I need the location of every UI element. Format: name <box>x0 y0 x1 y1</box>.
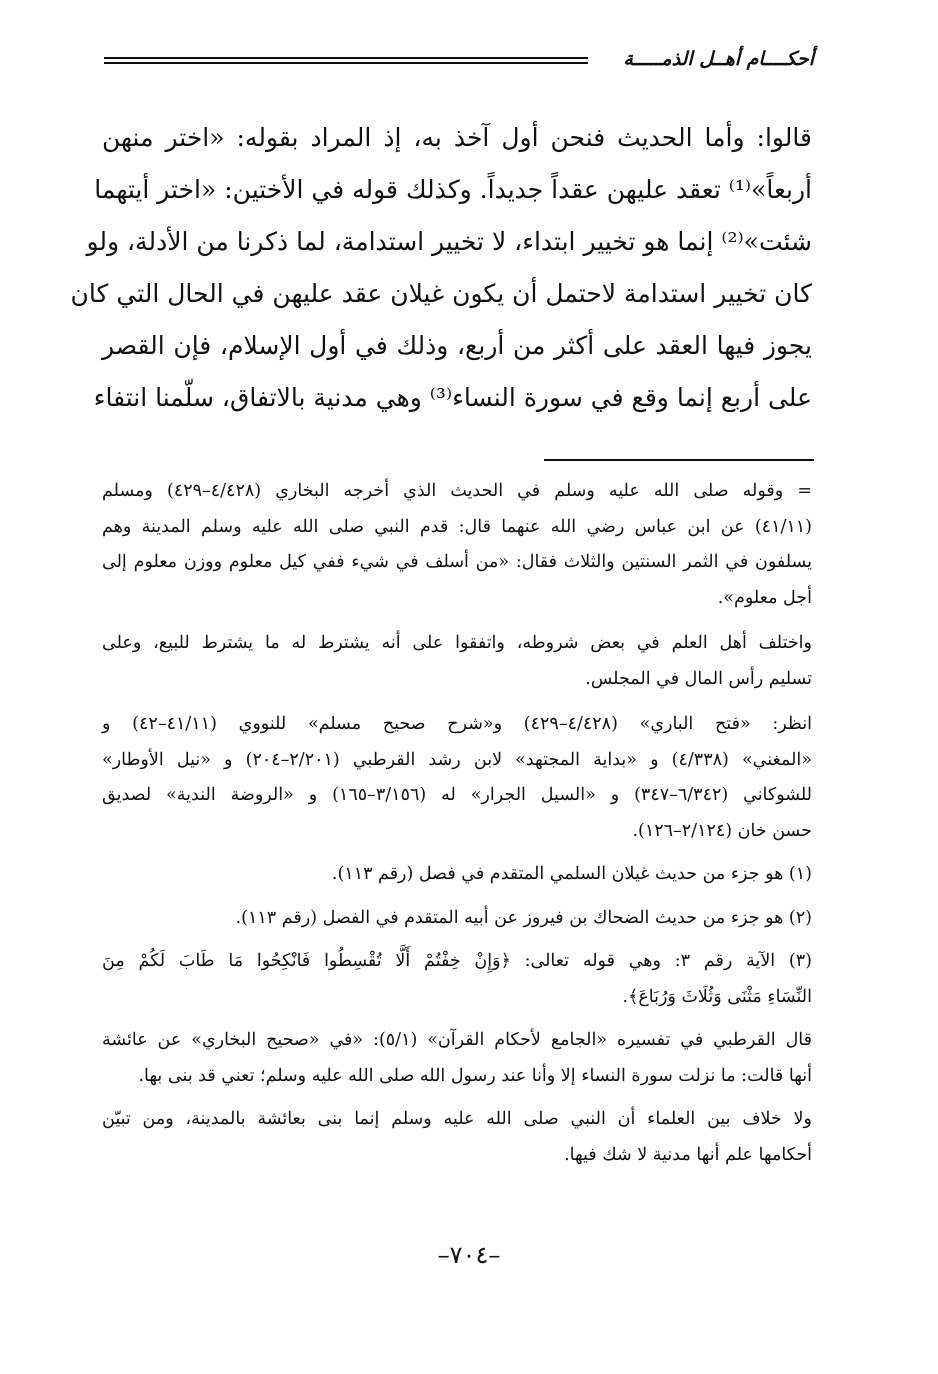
footnote-paragraph <box>102 1102 812 1173</box>
footnote-paragraph <box>102 1023 812 1094</box>
main-text <box>70 112 812 424</box>
footnote-line: يسلفون في الثمر السنتين والثلاث فقال: «من أسلف في شيء ففي كيل معلوم ووزن معلوم إلى <box>102 552 812 572</box>
footnote-separator <box>544 459 814 461</box>
footnote-line: (٤١/١١) عن ابن عباس رضي الله عنهما قال: قدم النبي صلى الله عليه وسلم المدينة وهم <box>102 516 812 537</box>
footnote-line: (١) هو جزء من حديث غيلان السلمي المتقدم في فصل (رقم ١١٣). <box>331 864 812 884</box>
footnote-2 <box>102 901 812 937</box>
footnote-line: ولا خلاف بين العلماء أن النبي صلى الله عليه وسلم إنما بنى بعائشة بالمدينة، ومن تبيّن <box>102 1109 812 1129</box>
main-text-line: كان تخيير استدامة لاحتمل أن يكون غيلان عقد عليهن في الحال التي كان <box>70 279 812 308</box>
footnote-references-paragraph <box>102 707 812 849</box>
footnote-line: أجل معلوم». <box>717 587 812 608</box>
footnote-line: تسليم رأس المال في المجلس. <box>585 668 812 689</box>
main-text-line: قالوا: وأما الحديث فنحن أول آخذ به، إذ المراد بقوله: «اختر منهن <box>102 123 812 152</box>
main-text-line: يجوز فيها العقد على أكثر من أربع، وذلك في أول الإسلام، فإن القصر <box>102 331 812 360</box>
footnote-line: للشوكاني (٦/٣٤٢–٣٤٧) و «السيل الجرار» له (٣/١٥٦–١٦٥) و «الروضة الندية» لصديق <box>102 785 813 805</box>
main-text-line: على أربع إنما وقع في سورة النساء⁽³⁾ وهي مدنية بالاتفاق، سلّمنا انتفاء <box>93 383 812 412</box>
footnote-line: انظر: «فتح الباري» (٤/٤٢٨–٤٢٩) و«شرح صحيح مسلم» للنووي (٤١/١١–٤٢) و <box>102 714 813 734</box>
footnote-line: (٣) الآية رقم ٣: وهي قوله تعالى: ﴿وَإِنْ خِفْتُمْ أَلَّا تُقْسِطُوا فَانْكِحُوا مَا طَابَ لَكُمْ مِنَ <box>102 951 812 971</box>
footnote-line: النِّسَاءِ مَثْنَى وَثُلَاثَ وَرُبَاعَ﴾. <box>622 986 812 1007</box>
footnote-line: قال القرطبي في تفسيره «الجامع لأحكام القرآن» (٥/١): «في «صحيح البخاري» عن عائشة <box>102 1030 813 1050</box>
header-double-rule <box>104 57 588 64</box>
footnote-continued-paragraph <box>102 474 812 616</box>
footnote-paragraph <box>102 626 812 697</box>
page-number: –٧٠٤– <box>437 1241 501 1269</box>
footnote-1 <box>102 857 812 893</box>
footnote-line: «المغني» (٤/٣٣٨) و «بداية المجتهد» لابن رشد القرطبي (٢/٢٠١–٢٠٤) و «نيل الأوطار» <box>102 749 812 770</box>
footnote-line: = وقوله صلى الله عليه وسلم في الحديث الذي أخرجه البخاري (٤/٤٢٨–٤٢٩) ومسلم <box>102 481 812 501</box>
footnote-line: حسن خان (٢/١٢٤–١٢٦). <box>632 820 812 841</box>
footnote-line: أنها قالت: ما نزلت سورة النساء إلا وأنا عند رسول الله صلى الله عليه وسلم؛ تعني قد بنى بها. <box>138 1065 812 1086</box>
footnote-line: (٢) هو جزء من حديث الضحاك بن فيروز عن أبيه المتقدم في الفصل (رقم ١١٣). <box>235 907 812 928</box>
footnotes <box>102 474 812 1181</box>
main-text-line: شئت»⁽²⁾ إنما هو تخيير ابتداء، لا تخيير استدامة، لما ذكرنا من الأدلة، ولو <box>86 227 812 256</box>
header-title: أحكــــام أهــل الذمـــــة <box>623 48 814 70</box>
footnote-line: أحكامها علم أنها مدنية لا شك فيها. <box>564 1144 812 1165</box>
running-header <box>104 44 814 76</box>
main-text-line: أربعاً»⁽¹⁾ تعقد عليهن عقداً جديداً. وكذلك قوله في الأختين: «اختر أيتهما <box>94 175 812 204</box>
footnote-3 <box>102 944 812 1015</box>
footnote-line: واختلف أهل العلم في بعض شروطه، واتفقوا على أنه يشترط له ما يشترط للبيع، وعلى <box>102 633 812 653</box>
